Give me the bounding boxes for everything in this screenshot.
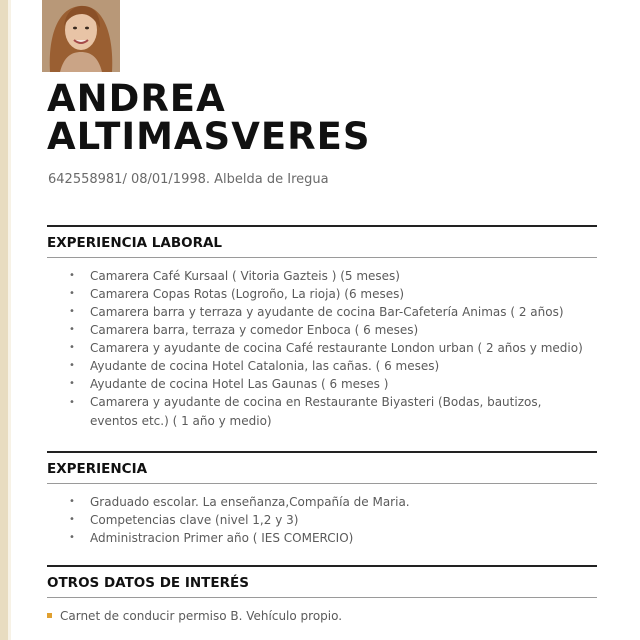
list-item: • Camarera barra y terraza y ayudante de cocina Bar-Cafetería Animas ( 2 años) (69, 305, 564, 319)
left-decorative-band (0, 0, 8, 640)
section-work-experience (47, 225, 597, 431)
list-item: • Graduado escolar. La enseñanza,Compañía de Maria. (69, 495, 410, 509)
profile-photo (42, 0, 120, 72)
section-rule-bottom (47, 597, 597, 598)
list-item: • Camarera barra, terraza y comedor Enboca ( 6 meses) (69, 323, 419, 337)
bullet-icon: • (69, 288, 75, 299)
name-line-last: ALTIMASVERES (47, 115, 371, 158)
bullet-icon: • (69, 532, 75, 543)
section-rule-bottom (47, 483, 597, 484)
list-item: • Camarera Café Kursaal ( Vitoria Gazteis ) (5 meses) (69, 269, 400, 283)
bullet-icon: • (69, 397, 75, 408)
section-rule-bottom (47, 257, 597, 258)
bullet-icon: • (69, 514, 75, 525)
section-title: EXPERIENCIA (47, 461, 148, 477)
section-other-info (47, 565, 597, 625)
candidate-name (47, 77, 371, 158)
bullet-icon: • (69, 270, 75, 281)
other-info-list (47, 607, 597, 625)
section-education (47, 451, 597, 547)
bullet-icon: • (69, 378, 75, 389)
list-item: • Camarera Copas Rotas (Logroño, La rioja) (6 meses) (69, 287, 405, 301)
square-bullet-icon (47, 613, 52, 618)
list-item: • Camarera y ayudante de cocina Café restaurante London urban ( 2 años y medio) (69, 341, 583, 355)
left-decorative-band-inner (8, 0, 11, 640)
bullet-icon: • (69, 324, 75, 335)
section-title: OTROS DATOS DE INTERÉS (47, 575, 249, 591)
list-item: • Ayudante de cocina Hotel Catalonia, las cañas. ( 6 meses) (69, 359, 440, 373)
list-item: • Administracion Primer año ( IES COMERCIO) (69, 531, 354, 545)
work-experience-list (47, 267, 597, 431)
section-title: EXPERIENCIA LABORAL (47, 235, 223, 251)
bullet-icon: • (69, 306, 75, 317)
list-item: • Competencias clave (nivel 1,2 y 3) (69, 513, 299, 527)
education-list (47, 493, 597, 547)
contact-info: 642558981/ 08/01/1998. Albelda de Iregua (48, 172, 329, 187)
bullet-icon: • (69, 496, 75, 507)
bullet-icon: • (69, 342, 75, 353)
list-item: • Ayudante de cocina Hotel Las Gaunas ( 6 meses ) (69, 377, 389, 391)
name-line-first: ANDREA (47, 77, 226, 120)
list-item: • Camarera y ayudante de cocina en Restaurante Biyasteri (Bodas, bautizos, eventos etc.) ( 1 año y medio) (69, 395, 542, 428)
bullet-icon: • (69, 360, 75, 371)
list-item: Carnet de conducir permiso B. Vehículo propio. (47, 607, 597, 625)
